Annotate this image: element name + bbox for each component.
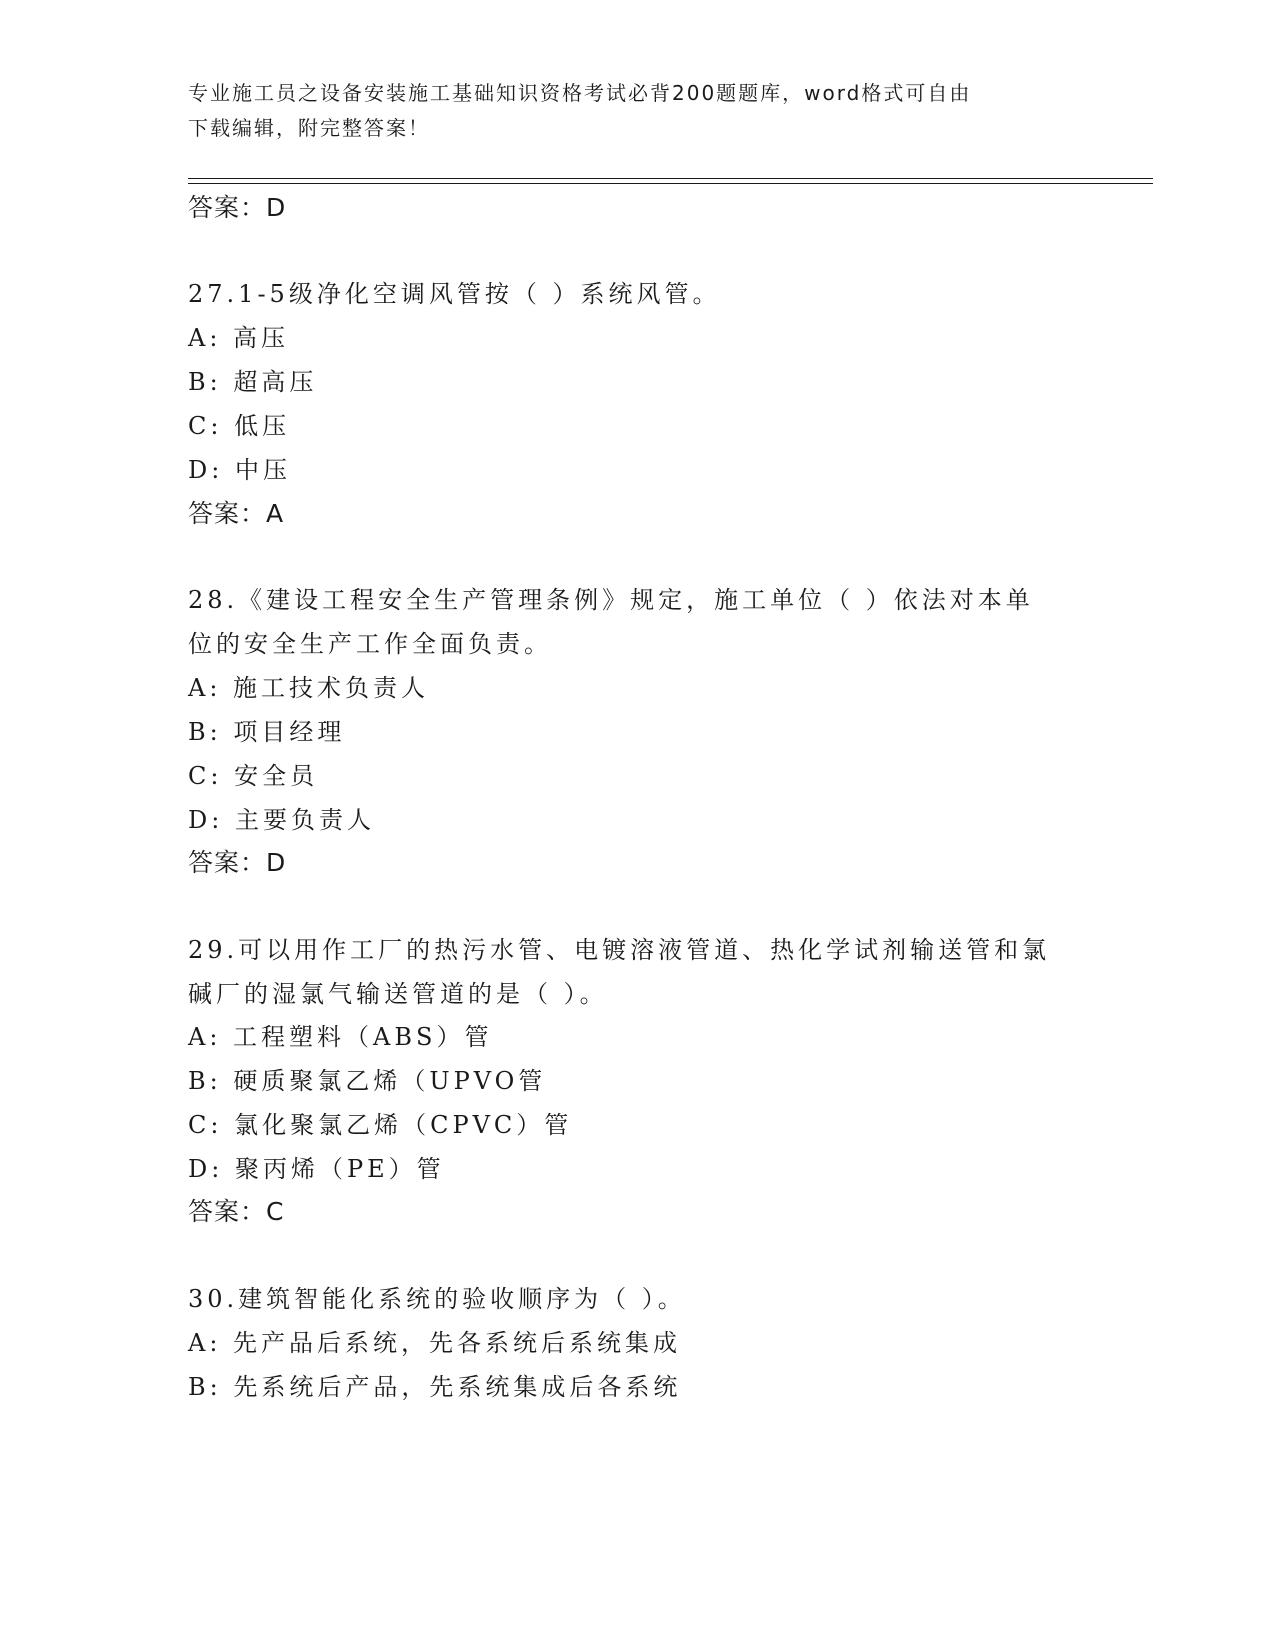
q28-option-c: C: 安全员 <box>188 762 319 790</box>
q30-option-a: A: 先产品后系统，先各系统后系统集成 <box>188 1329 682 1357</box>
q28-option-a: A: 施工技术负责人 <box>188 674 430 702</box>
q29-option-b: B: 硬质聚氯乙烯（UPVO管 <box>188 1067 547 1095</box>
header-line-1: 专业施工员之设备安装施工基础知识资格考试必背200题题库，word格式可自由 <box>188 81 972 105</box>
question-27: 27.1-5级净化空调风管按（ ）系统风管。 <box>188 280 721 308</box>
answer-28: 答案：D <box>188 848 287 877</box>
question-28-line-2: 位的安全生产工作全面负责。 <box>188 630 552 658</box>
q29-option-a: A: 工程塑料（ABS）管 <box>188 1023 493 1051</box>
q28-option-b: B: 项目经理 <box>188 718 346 746</box>
answer-29: 答案：C <box>188 1197 285 1226</box>
q27-option-a: A: 高压 <box>188 324 290 352</box>
question-28-line-1: 28.《建设工程安全生产管理条例》规定，施工单位（ ）依法对本单 <box>188 586 1034 614</box>
q27-option-d: D: 中压 <box>188 456 291 484</box>
answer-26: 答案：D <box>188 193 287 222</box>
q27-option-c: C: 低压 <box>188 412 291 440</box>
q29-option-d: D: 聚丙烯（PE）管 <box>188 1155 445 1183</box>
answer-27: 答案：A <box>188 499 285 528</box>
q27-option-b: B: 超高压 <box>188 368 318 396</box>
q30-option-b: B: 先系统后产品，先系统集成后各系统 <box>188 1373 682 1401</box>
document-header <box>188 76 1068 146</box>
q28-option-d: D: 主要负责人 <box>188 806 375 834</box>
header-divider-top <box>188 178 1153 179</box>
question-30: 30.建筑智能化系统的验收顺序为（ ）。 <box>188 1285 686 1313</box>
question-29-line-2: 碱厂的湿氯气输送管道的是（ ）。 <box>188 980 608 1008</box>
q29-option-c: C: 氯化聚氯乙烯（CPVC）管 <box>188 1111 573 1139</box>
header-divider-bottom <box>188 183 1153 184</box>
question-29-line-1: 29.可以用作工厂的热污水管、电镀溶液管道、热化学试剂输送管和氯 <box>188 936 1051 964</box>
header-line-2: 下载编辑，附完整答案！ <box>188 116 430 140</box>
